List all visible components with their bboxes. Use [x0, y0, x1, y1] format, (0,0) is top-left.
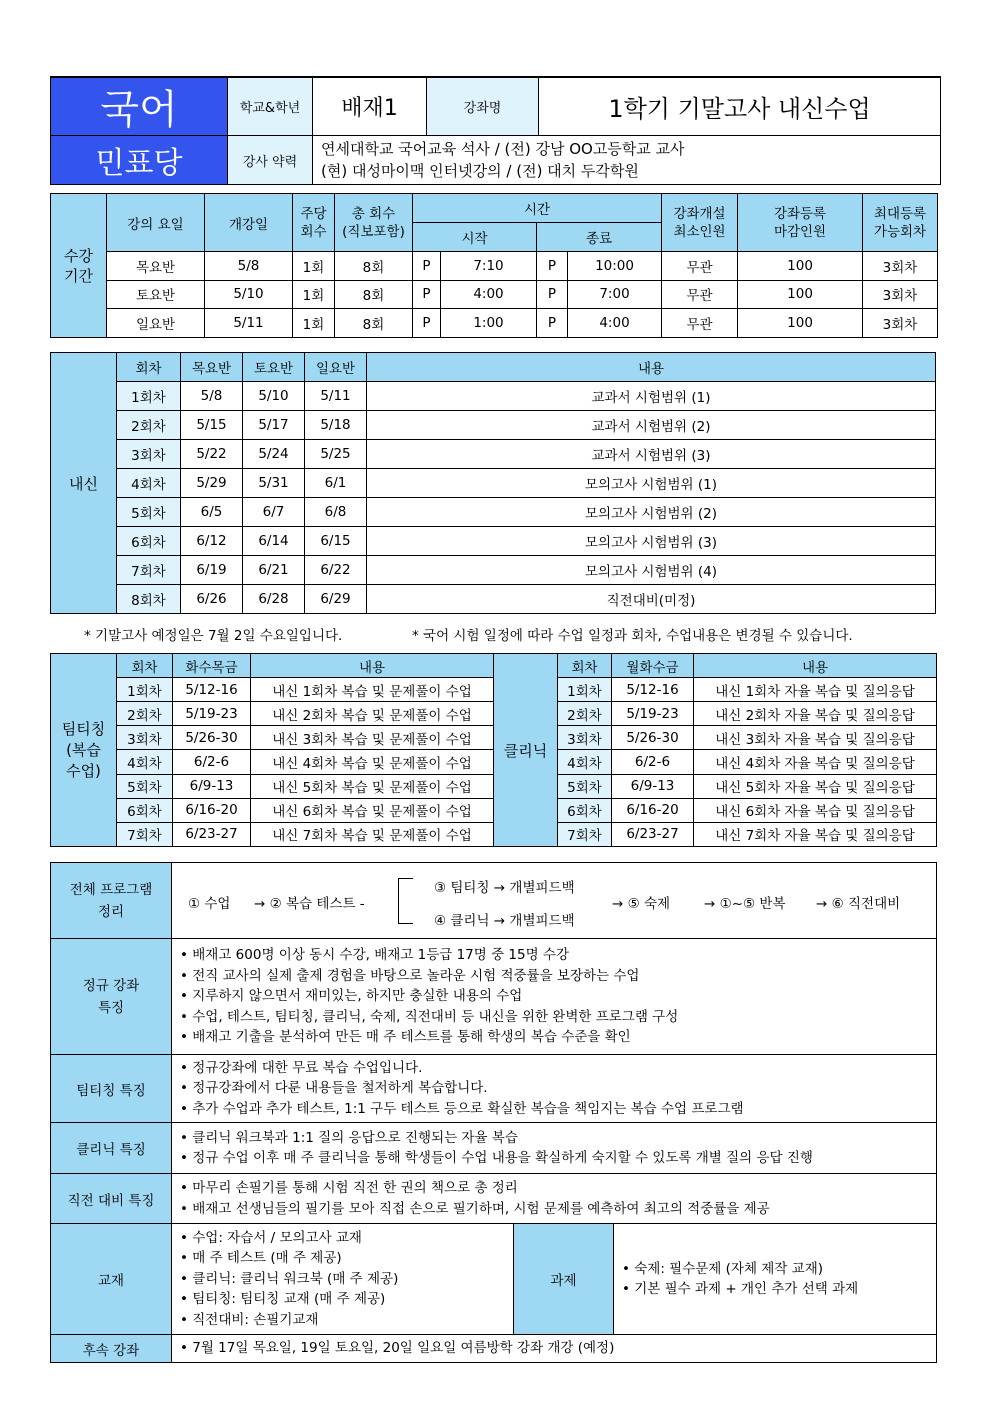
tutoring-side-label: 팀티칭 (복습 수업): [51, 654, 117, 847]
cell-max-sess: 3회차: [863, 252, 938, 281]
session-cell: 1회차: [117, 382, 181, 411]
homework-label: 과제: [514, 1224, 614, 1335]
session-cell: 5회차: [558, 774, 612, 798]
th-max-sess: 최대등록 가능회차: [863, 194, 938, 252]
flow-step-test: → ② 복습 테스트 -: [254, 895, 365, 912]
clinic-side-label: 클리닉: [494, 654, 558, 847]
career-line: 연세대학교 국어교육 석사 / (전) 강남 OO고등학교 교사: [321, 140, 685, 158]
regular-label: 정규 강좌 특징: [51, 939, 172, 1055]
date-cell: 6/14: [243, 527, 305, 556]
cell-start: 4:00: [441, 280, 537, 309]
schedule-change-note: * 국어 시험 일정에 따라 수업 일정과 회차, 수업내용은 변경될 수 있습니다.: [412, 628, 853, 644]
date-cell: 5/25: [305, 440, 367, 469]
career-label: 강사 약력: [228, 136, 313, 185]
content-cell: 내신 2회차 복습 및 문제풀이 수업: [251, 702, 494, 726]
tutoring-table: [50, 653, 937, 847]
th-max: 강좌등록 마감인원: [738, 194, 863, 252]
list-item: • 지루하지 않으면서 재미있는, 하지만 충실한 내용의 수업: [180, 986, 936, 1007]
content-cell: 내신 5회차 복습 및 문제풀이 수업: [251, 774, 494, 798]
date-cell: 6/12: [181, 527, 243, 556]
date-cell: 6/26: [181, 585, 243, 614]
career-cell: [313, 136, 941, 185]
date-cell: 5/26-30: [612, 726, 694, 750]
flow-step-class: ① 수업: [188, 895, 231, 912]
date-cell: 6/8: [305, 498, 367, 527]
th-total: 총 회수 (직보포함): [335, 194, 413, 252]
subject-label: 국어: [51, 77, 228, 136]
session-cell: 2회차: [117, 411, 181, 440]
cell-start-ampm: P: [413, 280, 441, 309]
date-cell: 6/7: [243, 498, 305, 527]
th-day: 강의 요일: [107, 194, 205, 252]
list-item: • 수업: 자습서 / 모의고사 교재: [180, 1228, 513, 1249]
date-cell: 6/19: [181, 556, 243, 585]
date-cell: 6/9-13: [173, 774, 251, 798]
list-item: • 정규강좌에 대한 무료 복습 수업입니다.: [180, 1058, 936, 1079]
date-cell: 6/16-20: [173, 798, 251, 822]
flow-step-repeat: → ①~⑤ 반복: [704, 895, 786, 912]
th-session: 회차: [558, 654, 612, 678]
content-cell: 모의고사 시험범위 (3): [367, 527, 936, 556]
clinic-label: 클리닉 특징: [51, 1123, 172, 1174]
program-flow: [172, 863, 937, 939]
cell-start-ampm: P: [413, 309, 441, 338]
date-cell: 5/19-23: [173, 702, 251, 726]
list-item: • 직전대비: 손필기교재: [180, 1310, 513, 1331]
date-cell: 5/8: [181, 382, 243, 411]
th-thu: 목요반: [181, 353, 243, 382]
cell-end: 10:00: [568, 252, 662, 281]
content-cell: 교과서 시험범위 (1): [367, 382, 936, 411]
content-cell: 내신 4회차 자율 복습 및 질의응답: [694, 750, 937, 774]
list-item: • 숙제: 필수문제 (자체 제작 교재): [622, 1259, 936, 1280]
material-list: [172, 1224, 514, 1335]
table-row: [51, 469, 936, 498]
th-days: 월화수금: [612, 654, 694, 678]
header-table: [50, 76, 941, 185]
date-cell: 6/15: [305, 527, 367, 556]
session-cell: 1회차: [558, 678, 612, 702]
session-cell: 5회차: [117, 498, 181, 527]
cell-day: 토요반: [107, 280, 205, 309]
content-cell: 내신 5회차 자율 복습 및 질의응답: [694, 774, 937, 798]
date-cell: 5/10: [243, 382, 305, 411]
flow-step-final: → ⑥ 직전대비: [816, 895, 901, 912]
date-cell: 5/15: [181, 411, 243, 440]
cell-min: 무관: [662, 309, 738, 338]
cell-open: 5/10: [205, 280, 293, 309]
flow-step-homework: → ⑤ 숙제: [612, 895, 671, 912]
date-cell: 5/18: [305, 411, 367, 440]
content-cell: 모의고사 시험범위 (1): [367, 469, 936, 498]
th-min: 강좌개설 최소인원: [662, 194, 738, 252]
schedule-side-label: 내신: [51, 353, 117, 614]
program-label: 전체 프로그램 정리: [51, 863, 172, 939]
list-item: • 클리닉 워크북과 1:1 질의 응답으로 진행되는 자율 복습: [180, 1128, 936, 1149]
list-item: • 정규강좌에서 다룬 내용들을 철저하게 복습합니다.: [180, 1078, 936, 1099]
list-item: • 배재고 선생님들의 필기를 모아 직접 손으로 필기하며, 시험 문제를 예측하여 최고의 적중률을 제공: [180, 1199, 936, 1220]
homework-list: [614, 1224, 937, 1335]
date-cell: 6/23-27: [612, 822, 694, 846]
cell-start: 1:00: [441, 309, 537, 338]
cell-end-ampm: P: [537, 280, 568, 309]
school-label: 학교&학년: [228, 77, 313, 136]
cell-max: 100: [738, 309, 863, 338]
period-row: [51, 280, 938, 309]
content-cell: 내신 6회차 자율 복습 및 질의응답: [694, 798, 937, 822]
cell-total: 8회: [335, 252, 413, 281]
date-cell: 6/16-20: [612, 798, 694, 822]
team-features: [172, 1055, 937, 1123]
date-cell: 5/17: [243, 411, 305, 440]
content-cell: 모의고사 시험범위 (2): [367, 498, 936, 527]
date-cell: 6/29: [305, 585, 367, 614]
cell-weekly: 1회: [293, 280, 335, 309]
table-row: [51, 556, 936, 585]
th-sun: 일요반: [305, 353, 367, 382]
list-item: • 클리닉: 클리닉 워크북 (매 주 제공): [180, 1269, 513, 1290]
cell-day: 목요반: [107, 252, 205, 281]
content-cell: 내신 7회차 자율 복습 및 질의응답: [694, 822, 937, 846]
period-side-label: 수강 기간: [51, 194, 107, 338]
list-item: • 정규 수업 이후 매 주 클리닉을 통해 학생들이 수업 내용을 확실하게 숙지할 수 있도록 개별 질의 응답 진행: [180, 1148, 936, 1169]
session-cell: 6회차: [117, 798, 173, 822]
list-item: • 배재고 기출을 분석하여 만든 매 주 테스트를 통해 학생의 복습 수준을 확인: [180, 1027, 936, 1048]
session-cell: 3회차: [117, 726, 173, 750]
period-table: [50, 193, 938, 338]
clinic-features: [172, 1123, 937, 1174]
table-row: [51, 382, 936, 411]
exam-date-note: * 기말고사 예정일은 7월 2일 수요일입니다.: [84, 628, 343, 644]
th-days: 화수목금: [173, 654, 251, 678]
cell-min: 무관: [662, 252, 738, 281]
regular-features: [172, 939, 937, 1055]
table-row: [51, 585, 936, 614]
flow-bracket: [398, 878, 413, 924]
cell-min: 무관: [662, 280, 738, 309]
table-row: [51, 411, 936, 440]
th-content: 내용: [367, 353, 936, 382]
flow-diagram: [172, 864, 936, 938]
session-cell: 2회차: [558, 702, 612, 726]
list-item: • 추가 수업과 추가 테스트, 1:1 구두 테스트 등으로 확실한 복습을 책임지는 복습 수업 프로그램: [180, 1099, 936, 1120]
list-item: • 수업, 테스트, 팀티칭, 클리닉, 숙제, 직전대비 등 내신을 위한 완벽한 프로그램 구성: [180, 1007, 936, 1028]
date-cell: 6/2-6: [173, 750, 251, 774]
cell-max: 100: [738, 280, 863, 309]
team-label: 팀티칭 특징: [51, 1055, 172, 1123]
session-cell: 4회차: [117, 469, 181, 498]
content-cell: 내신 7회차 복습 및 문제풀이 수업: [251, 822, 494, 846]
date-cell: 6/23-27: [173, 822, 251, 846]
cell-weekly: 1회: [293, 309, 335, 338]
cell-max-sess: 3회차: [863, 309, 938, 338]
cell-end: 4:00: [568, 309, 662, 338]
final-label: 직전 대비 특징: [51, 1174, 172, 1224]
date-cell: 6/1: [305, 469, 367, 498]
table-row: [51, 440, 936, 469]
th-content: 내용: [694, 654, 937, 678]
content-cell: 내신 1회차 자율 복습 및 질의응답: [694, 678, 937, 702]
schedule-table: [50, 352, 936, 614]
final-features: [172, 1174, 937, 1224]
list-item: • 배재고 600명 이상 동시 수강, 배재고 1등급 17명 중 15명 수강: [180, 945, 936, 966]
date-cell: 5/29: [181, 469, 243, 498]
date-cell: 5/12-16: [173, 678, 251, 702]
cell-open: 5/8: [205, 252, 293, 281]
next-course: [172, 1335, 937, 1363]
session-cell: 1회차: [117, 678, 173, 702]
date-cell: 5/11: [305, 382, 367, 411]
th-session: 회차: [117, 353, 181, 382]
th-session: 회차: [117, 654, 173, 678]
career-line: (현) 대성마이맥 인터넷강의 / (전) 대치 두각학원: [321, 162, 639, 180]
date-cell: 5/22: [181, 440, 243, 469]
cell-max-sess: 3회차: [863, 280, 938, 309]
list-item: • 기본 필수 과제 + 개인 추가 선택 과제: [622, 1279, 936, 1300]
session-cell: 6회차: [558, 798, 612, 822]
content-cell: 내신 4회차 복습 및 문제풀이 수업: [251, 750, 494, 774]
content-cell: 교과서 시험범위 (3): [367, 440, 936, 469]
content-cell: 내신 2회차 자율 복습 및 질의응답: [694, 702, 937, 726]
list-item: • 팀티칭: 팀티칭 교재 (매 주 제공): [180, 1289, 513, 1310]
th-time: 시간: [413, 194, 662, 223]
content-cell: 모의고사 시험범위 (4): [367, 556, 936, 585]
cell-total: 8회: [335, 280, 413, 309]
material-label: 교재: [51, 1224, 172, 1335]
list-item: • 매 주 테스트 (매 주 제공): [180, 1248, 513, 1269]
content-cell: 교과서 시험범위 (2): [367, 411, 936, 440]
flow-step-clinic: ④ 클리닉 → 개별피드백: [434, 912, 575, 929]
cell-end-ampm: P: [537, 309, 568, 338]
content-cell: 내신 6회차 복습 및 문제풀이 수업: [251, 798, 494, 822]
course-label: 강좌명: [427, 77, 539, 136]
school-value: 배재1: [313, 77, 427, 136]
session-cell: 6회차: [117, 527, 181, 556]
table-row: [51, 527, 936, 556]
date-cell: 6/9-13: [612, 774, 694, 798]
session-cell: 3회차: [117, 440, 181, 469]
date-cell: 6/28: [243, 585, 305, 614]
th-sat: 토요반: [243, 353, 305, 382]
session-cell: 7회차: [117, 556, 181, 585]
date-cell: 5/24: [243, 440, 305, 469]
table-row: [51, 498, 936, 527]
cell-start-ampm: P: [413, 252, 441, 281]
session-cell: 8회차: [117, 585, 181, 614]
th-end: 종료: [537, 223, 662, 252]
date-cell: 5/12-16: [612, 678, 694, 702]
cell-weekly: 1회: [293, 252, 335, 281]
info-table: [50, 862, 937, 1363]
session-cell: 7회차: [117, 822, 173, 846]
cell-max: 100: [738, 252, 863, 281]
date-cell: 6/21: [243, 556, 305, 585]
date-cell: 5/31: [243, 469, 305, 498]
content-cell: 내신 3회차 복습 및 문제풀이 수업: [251, 726, 494, 750]
next-course-label: 후속 강좌: [51, 1335, 172, 1363]
session-cell: 3회차: [558, 726, 612, 750]
list-item: • 마무리 손필기를 통해 시험 직전 한 권의 책으로 총 정리: [180, 1178, 936, 1199]
cell-open: 5/11: [205, 309, 293, 338]
flow-step-team: ③ 팀티칭 → 개별피드백: [434, 879, 575, 896]
cell-end: 7:00: [568, 280, 662, 309]
period-row: [51, 252, 938, 281]
cell-total: 8회: [335, 309, 413, 338]
session-cell: 5회차: [117, 774, 173, 798]
cell-day: 일요반: [107, 309, 205, 338]
content-cell: 내신 3회차 자율 복습 및 질의응답: [694, 726, 937, 750]
teacher-name: 민표당: [51, 136, 228, 185]
date-cell: 6/5: [181, 498, 243, 527]
list-item: • 7월 17일 목요일, 19일 토요일, 20일 일요일 여름방학 강좌 개강 (예정): [180, 1338, 936, 1359]
content-cell: 직전대비(미정): [367, 585, 936, 614]
cell-start: 7:10: [441, 252, 537, 281]
session-cell: 4회차: [117, 750, 173, 774]
th-open: 개강일: [205, 194, 293, 252]
course-title: 1학기 기말고사 내신수업: [539, 77, 941, 136]
date-cell: 6/2-6: [612, 750, 694, 774]
period-row: [51, 309, 938, 338]
date-cell: 5/19-23: [612, 702, 694, 726]
session-cell: 2회차: [117, 702, 173, 726]
session-cell: 7회차: [558, 822, 612, 846]
th-start: 시작: [413, 223, 537, 252]
date-cell: 5/26-30: [173, 726, 251, 750]
date-cell: 6/22: [305, 556, 367, 585]
content-cell: 내신 1회차 복습 및 문제풀이 수업: [251, 678, 494, 702]
th-content: 내용: [251, 654, 494, 678]
list-item: • 전직 교사의 실제 출제 경험을 바탕으로 놀라운 시험 적중률을 보장하는 수업: [180, 966, 936, 987]
session-cell: 4회차: [558, 750, 612, 774]
cell-end-ampm: P: [537, 252, 568, 281]
th-weekly: 주당 회수: [293, 194, 335, 252]
